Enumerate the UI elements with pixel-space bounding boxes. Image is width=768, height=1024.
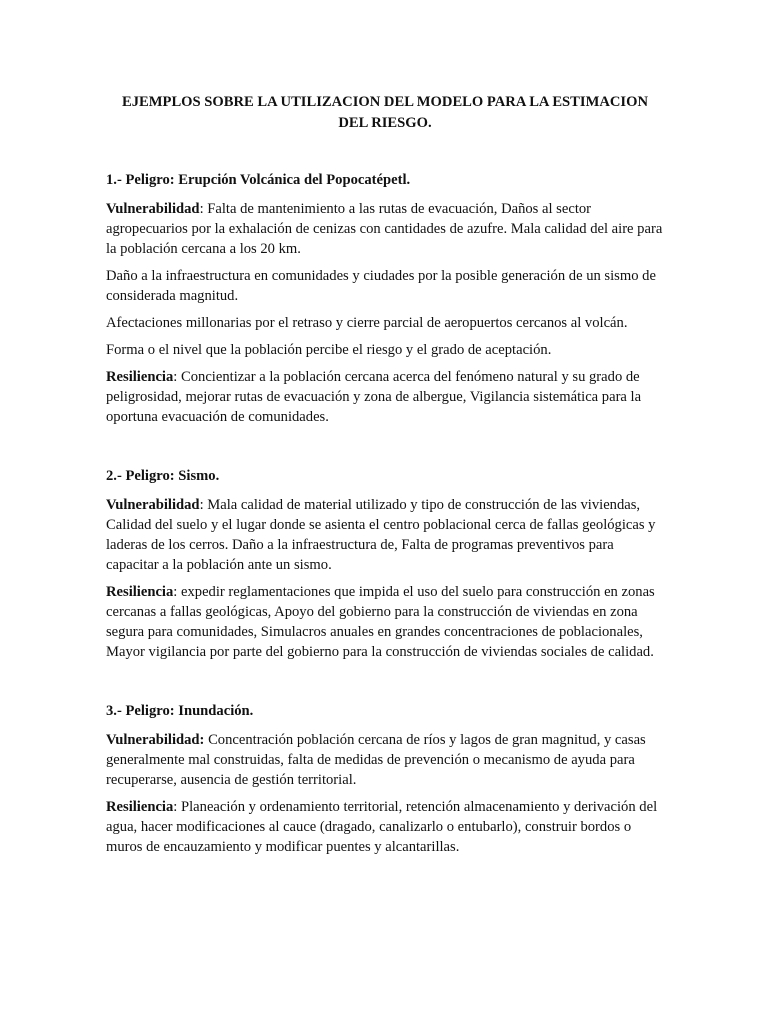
vulnerability-text: Falta de mantenimiento a las rutas de evacuación, Daños al sector agropecuarios por la exhalación de cenizas con cantidades de azufre. Mala calidad del aire para la población cercana a los 20 km.	[106, 201, 663, 257]
vulnerability-paragraph	[106, 495, 664, 575]
resilience-text: : Planeación y ordenamiento territorial, retención almacenamiento y derivación del agua, hacer modificaciones al cauce (dragado, canalizarlo o entubarlo), construir bordos o muros de encauzamiento y modificar puentes y alcantarillas.	[106, 799, 658, 855]
resilience-text: : expedir reglamentaciones que impida el uso del suelo para construcción en zonas cercanas a fallas geológicas, Apoyo del gobierno para la construcción de viviendas en zona segura para comunidades, Simulacros anuales en grandes concentraciones de poblacionales, Mayor vigilancia por parte del gobierno para la construcción de viviendas sociales de calidad.	[106, 584, 655, 660]
resilience-label: Resiliencia	[106, 799, 174, 815]
vulnerability-paragraph	[106, 730, 664, 790]
resilience-paragraph	[106, 797, 664, 857]
resilience-label: Resiliencia	[106, 584, 174, 600]
vulnerability-text: Mala calidad de material utilizado y tipo de construcción de las viviendas, Calidad del suelo y el lugar donde se asienta el centro poblacional cerca de fallas geológicas y laderas de los cerros. Daño a la infraestructura de, Falta de programas preventivos para capacitar a la población ante un sismo.	[106, 497, 656, 573]
section-heading: 1.- Peligro: Erupción Volcánica del Popocatépetl.	[106, 172, 411, 188]
vulnerability-label: Vulnerabilidad	[106, 201, 200, 217]
vulnerability-paragraph	[106, 199, 664, 259]
vulnerability-text: Concentración población cercana de ríos y lagos de gran magnitud, y casas generalmente mal construidas, falta de medidas de prevención o mecanismo de ayuda para recuperarse, ausencia de gestión territorial.	[106, 732, 646, 788]
resilience-label: Resiliencia	[106, 369, 174, 385]
resilience-text: : Concientizar a la población cercana acerca del fenómeno natural y su grado de peligrosidad, mejorar rutas de evacuación y zona de albergue, Vigilancia sistemática para la oportuna evacuación de comunidades.	[106, 369, 642, 425]
document-body	[106, 92, 664, 857]
section-flood	[106, 701, 664, 857]
section-heading: 3.- Peligro: Inundación.	[106, 703, 254, 719]
vulnerability-separator: :	[199, 497, 204, 513]
body-paragraph: Daño a la infraestructura en comunidades y ciudades por la posible generación de un sismo de considerada magnitud.	[106, 268, 656, 304]
body-paragraph: Forma o el nivel que la población percibe el riesgo y el grado de aceptación.	[106, 342, 552, 358]
section-heading: 2.- Peligro: Sismo.	[106, 468, 220, 484]
document-title: EJEMPLOS SOBRE LA UTILIZACION DEL MODELO PARA LA ESTIMACION DEL RIESGO.	[121, 94, 648, 131]
body-paragraph: Afectaciones millonarias por el retraso y cierre parcial de aeropuertos cercanos al volcán.	[106, 315, 628, 331]
resilience-paragraph	[106, 367, 664, 427]
section-volcanic-eruption	[106, 170, 664, 427]
vulnerability-separator: :	[199, 201, 204, 217]
vulnerability-label: Vulnerabilidad	[106, 497, 200, 513]
section-earthquake	[106, 466, 664, 662]
vulnerability-label: Vulnerabilidad:	[106, 732, 205, 748]
resilience-paragraph	[106, 582, 664, 662]
